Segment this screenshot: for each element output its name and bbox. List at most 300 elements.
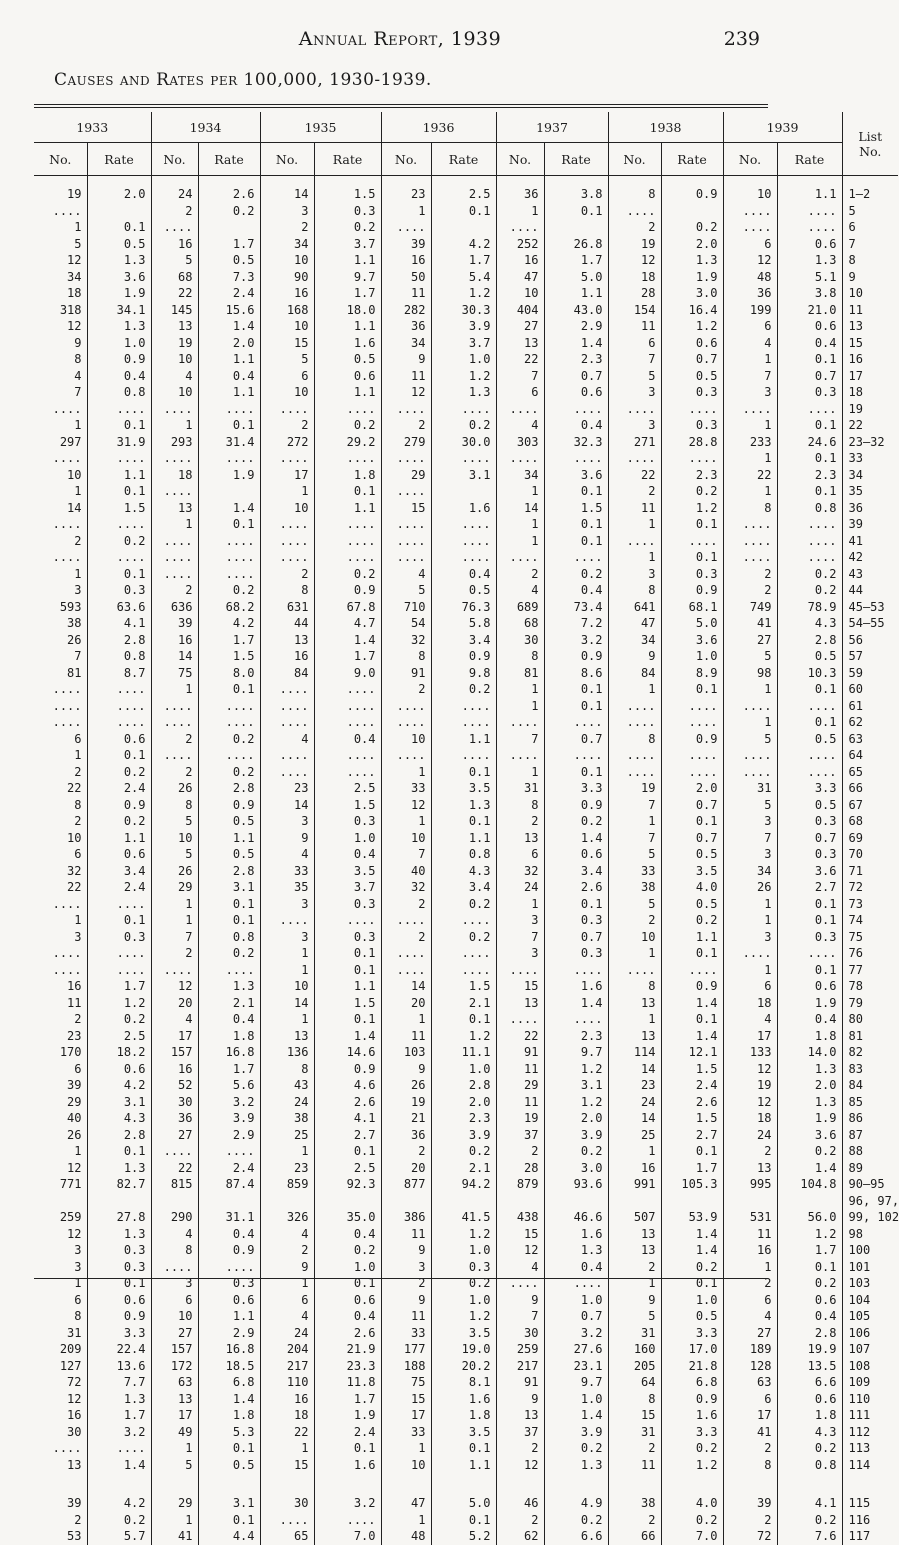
rate-cell: 1.8 [198, 1407, 260, 1424]
rate-cell: 1.1 [661, 929, 723, 946]
count-cell: 12 [723, 252, 777, 269]
rate-cell: 19.9 [777, 1341, 842, 1358]
count-cell: 1 [723, 714, 777, 731]
count-cell: 5 [723, 797, 777, 814]
count-cell: 8 [74, 797, 82, 812]
rate-cell: 9.0 [314, 665, 381, 682]
rate-cell: 4.2 [198, 615, 260, 632]
table-row [34, 285, 898, 302]
rate-cell: 0.6 [777, 318, 842, 335]
table-row [34, 1358, 898, 1375]
count-cell: .... [381, 714, 431, 731]
rate-cell [661, 1193, 723, 1210]
year-header: 1938 [608, 112, 723, 143]
list-no-cell: 107 [842, 1341, 898, 1358]
table-row [34, 1374, 898, 1391]
count-cell: 318 [59, 302, 82, 317]
count-cell: .... [723, 516, 777, 533]
table-row [34, 945, 898, 962]
count-cell: 38 [67, 616, 82, 631]
count-cell: .... [52, 550, 82, 565]
rate-cell: 4.4 [198, 1528, 260, 1545]
count-cell: 1 [723, 1259, 777, 1276]
count-cell: 1 [496, 483, 544, 500]
rate-cell: 8.1 [431, 1374, 496, 1391]
count-cell: 157 [151, 1044, 198, 1061]
count-cell: 1 [608, 1275, 661, 1292]
count-cell: 40 [381, 863, 431, 880]
rate-cell: 0.2 [314, 566, 381, 583]
rate-cell: 0.5 [777, 731, 842, 748]
rate-cell: 2.0 [198, 335, 260, 352]
count-cell: 2 [723, 582, 777, 599]
rate-cell: 1.6 [314, 1457, 381, 1474]
list-no-cell: 88 [842, 1143, 898, 1160]
rate-cell: 2.5 [431, 186, 496, 203]
count-cell: .... [723, 698, 777, 715]
rate-cell: 0.1 [544, 698, 608, 715]
count-cell: 16 [67, 979, 82, 994]
count-cell: .... [496, 549, 544, 566]
rate-cell: 0.9 [661, 731, 723, 748]
running-head [40, 28, 760, 52]
rate-header: Rate [431, 143, 496, 176]
count-cell: 7 [74, 649, 82, 664]
rate-cell: 2.4 [198, 285, 260, 302]
count-cell: 9 [496, 1391, 544, 1408]
count-cell: 2 [608, 219, 661, 236]
rate-cell: 76.3 [431, 599, 496, 616]
rate-cell [431, 219, 496, 236]
rate-cell: 0.4 [198, 1226, 260, 1243]
count-cell: 13 [260, 632, 314, 649]
table-row [34, 1094, 898, 1111]
rate-cell: 3.5 [431, 780, 496, 797]
rate-cell: 0.3 [198, 1275, 260, 1292]
count-cell: .... [52, 946, 82, 961]
list-no-cell: 81 [842, 1028, 898, 1045]
count-cell: 22 [151, 285, 198, 302]
rate-cell: .... [431, 962, 496, 979]
rate-cell: 0.3 [544, 945, 608, 962]
rate-cell: 1.8 [198, 1028, 260, 1045]
count-cell: 12 [67, 253, 82, 268]
rate-cell: 21.0 [777, 302, 842, 319]
count-cell: 1 [74, 418, 82, 433]
count-cell: .... [151, 450, 198, 467]
rate-cell: 0.8 [198, 929, 260, 946]
count-cell: 5 [151, 813, 198, 830]
rate-cell: 0.1 [544, 681, 608, 698]
count-cell: 3 [260, 813, 314, 830]
rate-cell: 17.0 [661, 1341, 723, 1358]
count-cell: 2 [496, 1143, 544, 1160]
rate-cell [544, 219, 608, 236]
count-cell: 1 [496, 681, 544, 698]
list-no-cell: 109 [842, 1374, 898, 1391]
rate-cell: 1.3 [198, 978, 260, 995]
rate-cell: 0.2 [661, 1512, 723, 1529]
rate-cell: 3.7 [431, 335, 496, 352]
rate-cell: 0.9 [661, 1391, 723, 1408]
rate-cell: .... [198, 714, 260, 731]
rate-cell: 53.9 [661, 1209, 723, 1226]
table-row [34, 747, 898, 764]
rate-cell: 3.2 [544, 632, 608, 649]
count-cell: 13 [151, 318, 198, 335]
rate-cell: 0.3 [777, 813, 842, 830]
rate-cell: 18.5 [198, 1358, 260, 1375]
count-cell: 65 [260, 1528, 314, 1545]
count-cell: 7 [151, 929, 198, 946]
count-cell: .... [52, 451, 82, 466]
rate-cell: 1.1 [431, 1457, 496, 1474]
rate-cell: 3.0 [661, 285, 723, 302]
count-cell: 4 [723, 335, 777, 352]
count-cell: 326 [260, 1209, 314, 1226]
table-row [34, 830, 898, 847]
count-cell: 1 [381, 203, 431, 220]
count-cell: 12 [67, 1391, 82, 1406]
count-cell: 10 [723, 186, 777, 203]
rate-cell: .... [431, 714, 496, 731]
rate-cell: 1.4 [544, 335, 608, 352]
rate-cell: 3.4 [87, 863, 151, 880]
count-cell: 2 [608, 1259, 661, 1276]
count-cell: 3 [74, 1243, 82, 1258]
count-cell: 26 [381, 1077, 431, 1094]
list-no-cell: 89 [842, 1160, 898, 1177]
count-cell: 23 [381, 186, 431, 203]
rate-cell: 1.3 [777, 252, 842, 269]
rate-cell: 0.2 [431, 1275, 496, 1292]
rate-cell: .... [777, 764, 842, 781]
rate-cell: .... [198, 549, 260, 566]
rate-cell: 2.5 [87, 1028, 151, 1045]
rate-cell: 63.6 [87, 599, 151, 616]
list-no-cell: 35 [842, 483, 898, 500]
count-cell: 9 [608, 648, 661, 665]
rate-cell: 0.2 [661, 1259, 723, 1276]
rate-cell: 0.8 [87, 384, 151, 401]
count-cell: 1 [260, 962, 314, 979]
count-cell: 62 [496, 1528, 544, 1545]
rate-cell: 0.9 [87, 797, 151, 814]
count-cell: 14 [260, 186, 314, 203]
list-no-cell: 6 [842, 219, 898, 236]
rate-cell: 15.6 [198, 302, 260, 319]
rate-cell: .... [544, 549, 608, 566]
rate-cell: 5.0 [431, 1495, 496, 1512]
rate-cell: 1.0 [431, 1061, 496, 1078]
list-no-cell: 67 [842, 797, 898, 814]
rate-cell: 1.0 [431, 351, 496, 368]
list-no-cell: 76 [842, 945, 898, 962]
count-cell: 34 [381, 335, 431, 352]
list-no-cell: 105 [842, 1308, 898, 1325]
rate-cell: 2.0 [777, 1077, 842, 1094]
rate-cell: .... [544, 401, 608, 418]
count-cell: 12 [381, 384, 431, 401]
table-row [34, 1308, 898, 1325]
count-cell: 22 [67, 880, 82, 895]
rate-cell: 2.8 [87, 632, 151, 649]
rate-cell: 3.6 [87, 269, 151, 286]
count-cell: 19 [381, 1094, 431, 1111]
count-cell: 3 [381, 1259, 431, 1276]
rate-cell: 1.5 [314, 797, 381, 814]
rate-cell: 27.8 [87, 1209, 151, 1226]
count-cell: .... [608, 962, 661, 979]
count-cell: 7 [74, 385, 82, 400]
count-cell [381, 1473, 431, 1495]
count-cell: 1 [381, 764, 431, 781]
count-cell: 3 [74, 929, 82, 944]
rate-cell: 2.9 [544, 318, 608, 335]
rate-cell: 3.9 [431, 318, 496, 335]
count-cell: 3 [151, 1275, 198, 1292]
rate-cell: 0.1 [198, 516, 260, 533]
count-cell: 1 [260, 945, 314, 962]
count-cell: .... [381, 219, 431, 236]
count-cell: 27 [723, 632, 777, 649]
rate-cell: 0.6 [87, 846, 151, 863]
count-cell: .... [608, 533, 661, 550]
rate-cell: 0.2 [661, 483, 723, 500]
list-no-cell: 84 [842, 1077, 898, 1094]
rate-cell: 5.4 [431, 269, 496, 286]
rate-cell: 0.7 [777, 368, 842, 385]
count-cell [34, 1473, 87, 1495]
rate-cell: .... [777, 401, 842, 418]
rate-cell: 0.5 [198, 1457, 260, 1474]
rate-cell: 3.5 [431, 1424, 496, 1441]
count-cell: 43 [260, 1077, 314, 1094]
table-row [34, 797, 898, 814]
rate-cell: 78.9 [777, 599, 842, 616]
rate-cell: 2.7 [661, 1127, 723, 1144]
rate-cell: 4.0 [661, 879, 723, 896]
count-cell: 25 [260, 1127, 314, 1144]
count-cell: 31 [496, 780, 544, 797]
count-cell: 1 [723, 912, 777, 929]
count-cell: 75 [381, 1374, 431, 1391]
rate-cell: 0.6 [544, 846, 608, 863]
count-cell: 3 [723, 384, 777, 401]
table-row [34, 483, 898, 500]
count-cell: 293 [151, 434, 198, 451]
count-cell: 1 [381, 1440, 431, 1457]
rate-cell: 1.7 [431, 252, 496, 269]
count-cell: 170 [59, 1045, 82, 1060]
rate-cell: 1.5 [314, 186, 381, 203]
count-cell: 20 [381, 1160, 431, 1177]
rate-cell: 0.7 [544, 929, 608, 946]
count-cell: 2 [74, 533, 82, 548]
list-no-cell: 114 [842, 1457, 898, 1474]
count-cell: 8 [381, 648, 431, 665]
count-cell: 15 [260, 1457, 314, 1474]
count-cell: 8 [74, 352, 82, 367]
rate-cell: 9.8 [431, 665, 496, 682]
count-cell: 9 [381, 1292, 431, 1309]
list-no-cell: 43 [842, 566, 898, 583]
count-cell: .... [381, 962, 431, 979]
rate-cell: .... [431, 516, 496, 533]
count-cell: 2 [381, 681, 431, 698]
count-cell: 15 [608, 1407, 661, 1424]
rate-cell: 1.4 [198, 318, 260, 335]
list-no-label: List No. [858, 128, 883, 159]
rate-cell: 14.0 [777, 1044, 842, 1061]
list-no-cell: 69 [842, 830, 898, 847]
count-cell: 995 [723, 1176, 777, 1193]
rate-cell: 1.1 [198, 351, 260, 368]
count-cell: 991 [608, 1176, 661, 1193]
table-row [34, 978, 898, 995]
count-cell: 18 [723, 1110, 777, 1127]
rate-cell: 22.4 [87, 1341, 151, 1358]
count-cell: 127 [59, 1358, 82, 1373]
count-cell: 27 [151, 1127, 198, 1144]
count-cell: .... [723, 945, 777, 962]
rate-cell: 94.2 [431, 1176, 496, 1193]
rate-cell: 43.0 [544, 302, 608, 319]
count-cell: 12 [496, 1457, 544, 1474]
table-row [34, 1110, 898, 1127]
rate-cell: .... [544, 1275, 608, 1292]
rate-cell: 0.1 [777, 714, 842, 731]
rate-cell: .... [544, 714, 608, 731]
count-cell: 47 [381, 1495, 431, 1512]
count-cell: 1 [260, 1011, 314, 1028]
rate-cell [87, 1473, 151, 1495]
rate-cell: 1.4 [198, 500, 260, 517]
rate-cell: 0.6 [87, 731, 151, 748]
list-no-cell: 1–2 [842, 186, 898, 203]
rate-cell: 1.1 [87, 830, 151, 847]
rate-cell: 0.5 [314, 351, 381, 368]
count-cell: 34 [723, 863, 777, 880]
count-cell: 11 [496, 1094, 544, 1111]
count-cell: .... [381, 912, 431, 929]
rate-cell: .... [661, 714, 723, 731]
count-cell: 63 [151, 1374, 198, 1391]
rate-cell: 3.3 [777, 780, 842, 797]
count-cell: 5 [723, 731, 777, 748]
list-no-cell: 19 [842, 401, 898, 418]
rate-cell: 0.3 [431, 1259, 496, 1276]
rate-cell: 4.3 [87, 1110, 151, 1127]
count-cell: 35 [260, 879, 314, 896]
rate-cell: 0.1 [661, 1011, 723, 1028]
count-cell: 879 [496, 1176, 544, 1193]
table-row [34, 681, 898, 698]
count-cell: 17 [381, 1407, 431, 1424]
rate-cell: 6.6 [544, 1528, 608, 1545]
count-cell: 8 [74, 1309, 82, 1324]
list-no-cell: 17 [842, 368, 898, 385]
count-cell: 4 [151, 368, 198, 385]
count-cell [260, 1473, 314, 1495]
table-row [34, 1341, 898, 1358]
count-cell: 15 [496, 978, 544, 995]
count-cell: 1 [496, 203, 544, 220]
count-cell: 19 [723, 1077, 777, 1094]
count-cell: 3 [260, 896, 314, 913]
rate-cell: 0.5 [431, 582, 496, 599]
count-cell: 6 [74, 731, 82, 746]
rate-cell: 3.1 [198, 1495, 260, 1512]
count-cell: .... [260, 714, 314, 731]
count-cell: 2 [74, 1512, 82, 1527]
count-cell: .... [260, 533, 314, 550]
rate-cell: 27.6 [544, 1341, 608, 1358]
rate-cell: 0.1 [431, 1512, 496, 1529]
rate-cell: .... [661, 533, 723, 550]
page-number: 239 [723, 28, 760, 50]
count-cell: 30 [67, 1424, 82, 1439]
rate-cell: 1.6 [314, 335, 381, 352]
count-cell: 2 [151, 764, 198, 781]
rate-cell: 8.6 [544, 665, 608, 682]
rate-cell: 2.8 [198, 780, 260, 797]
list-no-cell: 99, 102 [842, 1209, 898, 1226]
rate-cell: 5.0 [544, 269, 608, 286]
rate-cell: 1.7 [777, 1242, 842, 1259]
rate-cell: 0.9 [544, 797, 608, 814]
count-cell: 1 [608, 945, 661, 962]
rate-header: Rate [198, 143, 260, 176]
count-cell: 24 [723, 1127, 777, 1144]
rate-cell: 4.2 [431, 236, 496, 253]
table-row [34, 236, 898, 253]
rate-cell [777, 1193, 842, 1210]
count-cell: 24 [151, 186, 198, 203]
count-cell: 6 [74, 847, 82, 862]
count-cell: 1 [74, 748, 82, 763]
rate-cell: 0.1 [777, 912, 842, 929]
rate-cell: 2.8 [198, 863, 260, 880]
count-cell: 72 [67, 1375, 82, 1390]
rate-cell: 3.6 [661, 632, 723, 649]
rate-cell: .... [314, 698, 381, 715]
rate-cell: 2.8 [777, 1325, 842, 1342]
count-cell: 10 [260, 318, 314, 335]
count-cell: 12 [608, 252, 661, 269]
rate-cell: 1.7 [198, 236, 260, 253]
rate-cell: 3.4 [544, 863, 608, 880]
rate-cell: .... [661, 698, 723, 715]
count-cell: 1 [74, 913, 82, 928]
rate-cell: 6.8 [198, 1374, 260, 1391]
rate-cell: 1.4 [661, 1242, 723, 1259]
count-cell: .... [723, 219, 777, 236]
count-cell: 33 [381, 1424, 431, 1441]
count-cell: .... [381, 533, 431, 550]
count-cell: 10 [260, 978, 314, 995]
rate-cell: 0.7 [661, 830, 723, 847]
rate-cell: 0.1 [777, 483, 842, 500]
count-cell: 16 [260, 648, 314, 665]
count-cell: 272 [260, 434, 314, 451]
count-cell: 16 [608, 1160, 661, 1177]
rate-cell: 0.9 [314, 582, 381, 599]
count-cell: 36 [723, 285, 777, 302]
count-cell: .... [151, 549, 198, 566]
rate-cell: 1.0 [314, 1259, 381, 1276]
rate-cell: 67.8 [314, 599, 381, 616]
